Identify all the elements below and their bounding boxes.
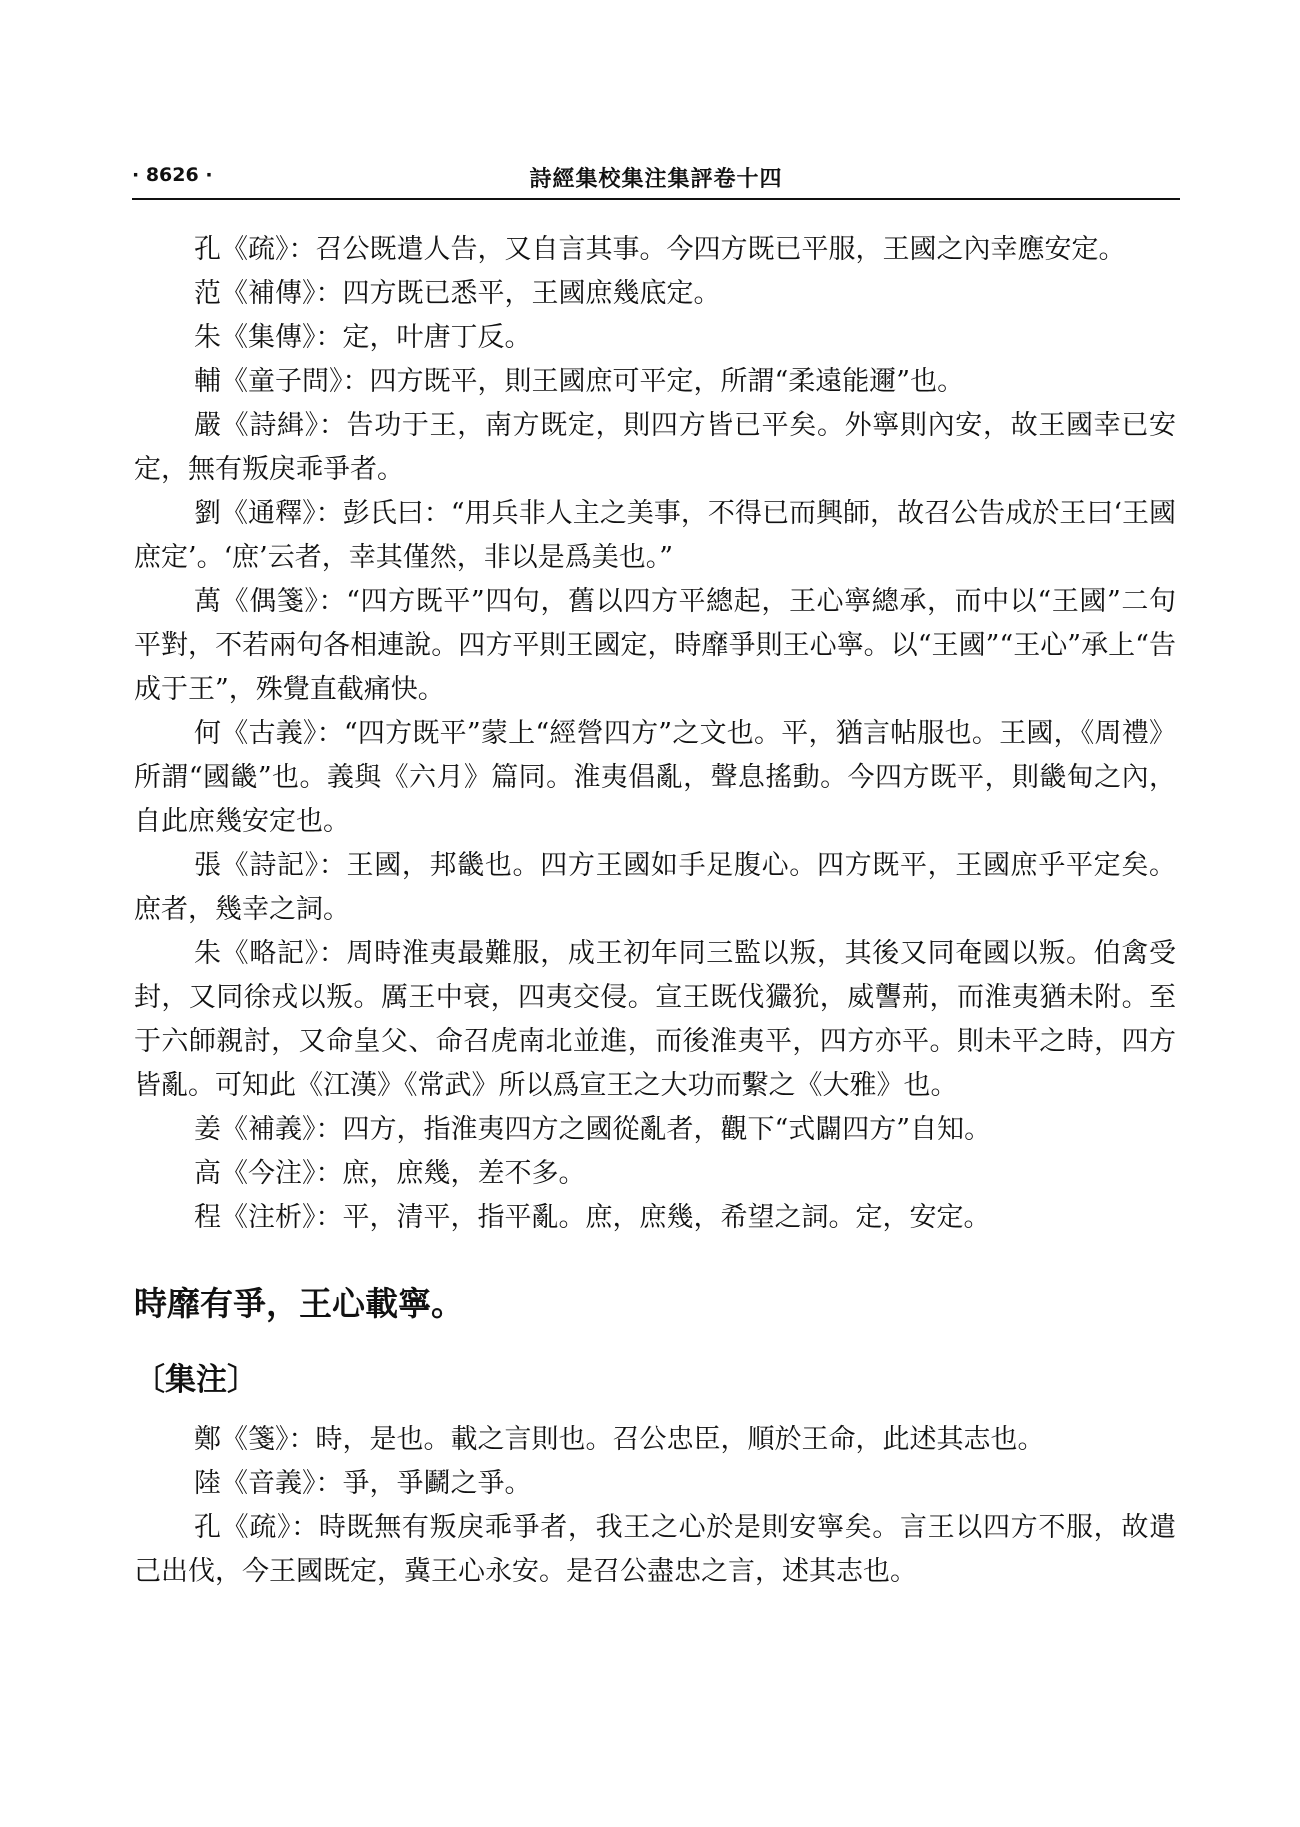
commentary-paragraph: 何《古義》：“四方既平”蒙上“經營四方”之文也。平，猶言帖服也。王國，《周禮》所謂“國畿”也。義與《六月》篇同。淮夷倡亂，聲息搖動。今四方既平，則畿甸之內，自此庶幾安定也。 [134, 718, 1176, 837]
page-number: · 8626 · [132, 164, 213, 186]
commentary-paragraph: 姜《補義》：四方，指淮夷四方之國從亂者，觀下“式闢四方”自知。 [194, 1114, 992, 1145]
commentary-paragraph: 萬《偶箋》：“四方既平”四句，舊以四方平總起，王心寧總承，而中以“王國”二句平對，不若兩句各相連說。四方平則王國定，時靡爭則王心寧。以“王國”“王心”承上“告成于王”，殊覺直截痛快。 [134, 586, 1176, 705]
commentary-paragraph: 劉《通釋》：彭氏曰：“用兵非人主之美事，不得已而興師，故召公告成於王曰‘王國庶定’。‘庶’云者，幸其僅然，非以是爲美也。” [134, 498, 1176, 573]
commentary-paragraph: 范《補傳》：四方既已悉平，王國庶幾底定。 [194, 278, 721, 309]
commentary-paragraph: 張《詩記》：王國，邦畿也。四方王國如手足腹心。四方既平，王國庶乎平定矣。庶者，幾幸之詞。 [134, 850, 1176, 925]
annotation-paragraph: 鄭《箋》：時，是也。載之言則也。召公忠臣，順於王命，此述其志也。 [194, 1424, 1045, 1455]
annotation-paragraph: 孔《疏》：時既無有叛戾乖爭者，我王之心於是則安寧矣。言王以四方不服，故遣己出伐，今王國既定，冀王心永安。是召公盡忠之言，述其志也。 [134, 1512, 1176, 1587]
page-header [132, 158, 1180, 200]
verse-line: 時靡有爭，王心載寧。 [134, 1284, 464, 1323]
running-title: 詩經集校集注集評卷十四 [529, 166, 783, 192]
commentary-paragraph: 孔《疏》：召公既遣人告，又自言其事。今四方既已平服，王國之內幸應安定。 [194, 234, 1126, 265]
commentary-paragraph: 輔《童子問》：四方既平，則王國庶可平定，所謂“柔遠能邇”也。 [194, 366, 965, 397]
commentary-paragraph: 朱《集傳》：定，叶唐丁反。 [194, 322, 532, 353]
commentary-paragraph: 朱《略記》：周時淮夷最難服，成王初年同三監以叛，其後又同奄國以叛。伯禽受封，又同徐戎以叛。厲王中衰，四夷交侵。宣王既伐玁狁，威讋荊，而淮夷猶未附。至于六師親討，又命皇父、命召虎南北並進，而後淮夷平，四方亦平。則未平之時，四方皆亂。可知此《江漢》《常武》所以爲宣王之大功而繫之《大雅》也。 [134, 938, 1176, 1101]
section-heading: 〔集注〕 [134, 1362, 258, 1398]
body-text [134, 228, 1176, 1594]
commentary-paragraph: 程《注析》：平，清平，指平亂。庶，庶幾，希望之詞。定，安定。 [194, 1202, 991, 1233]
commentary-paragraph: 高《今注》：庶，庶幾，差不多。 [194, 1158, 586, 1189]
annotation-paragraph: 陸《音義》：爭，爭鬬之爭。 [194, 1468, 532, 1499]
commentary-paragraph: 嚴《詩緝》：告功于王，南方既定，則四方皆已平矣。外寧則內安，故王國幸已安定，無有叛戾乖爭者。 [134, 410, 1176, 485]
